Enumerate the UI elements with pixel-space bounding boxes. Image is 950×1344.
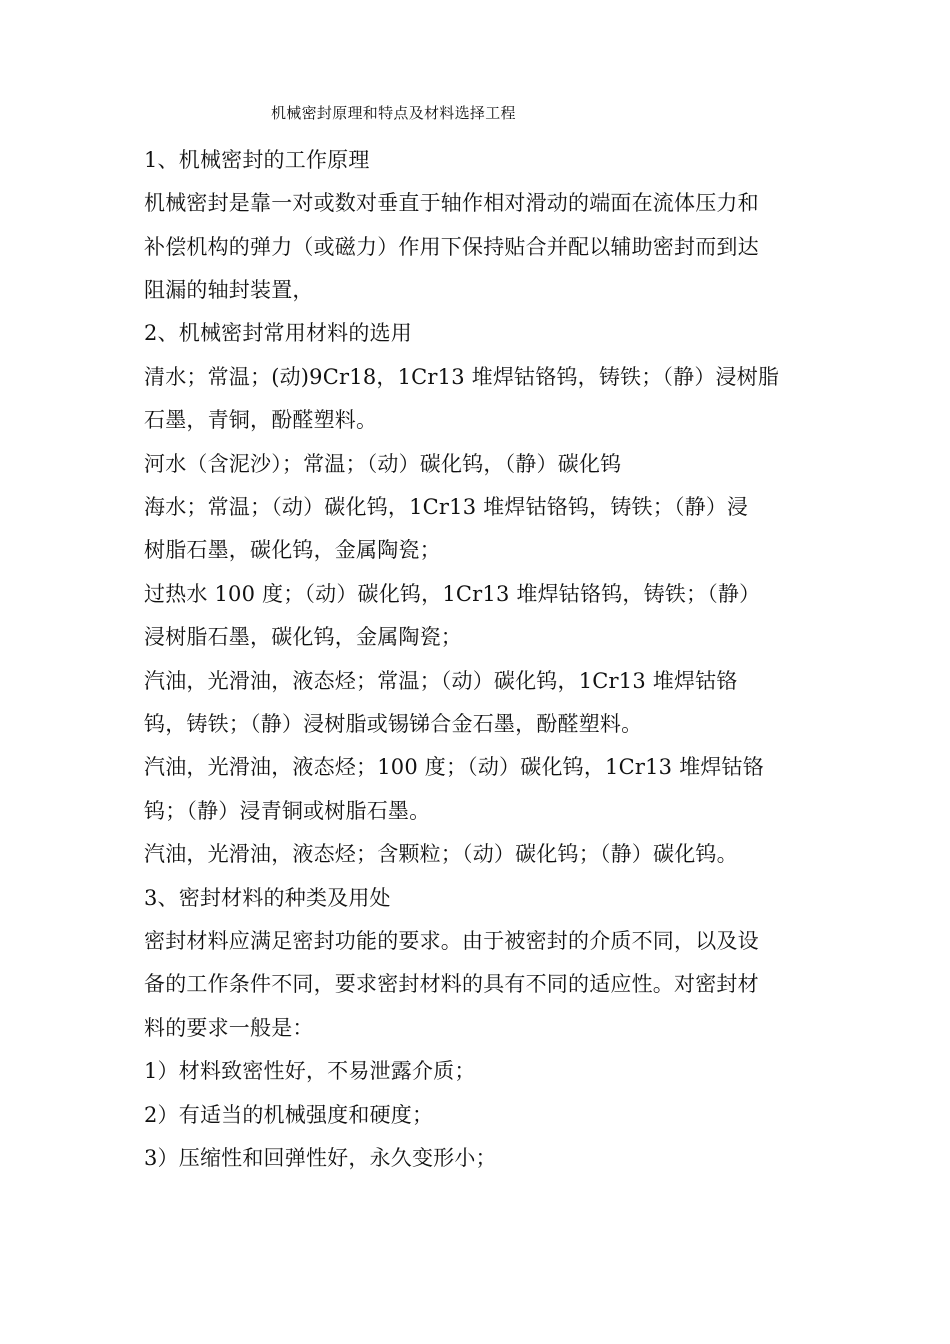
paragraph-line: 机械密封是靠一对或数对垂直于轴作相对滑动的端面在流体压力和	[144, 191, 759, 215]
paragraph-line: 汽油，光滑油，液态烃；含颗粒；（动）碳化钨；（静）碳化钨。	[144, 842, 738, 866]
list-item: 3）压缩性和回弹性好，永久变形小；	[144, 1146, 497, 1170]
paragraph-line: 清水；常温；(动)9Cr18，1Cr13 堆焊钴铬钨，铸铁；（静）浸树脂	[144, 365, 780, 389]
paragraph-line: 汽油，光滑油，液态烃；100 度；（动）碳化钨，1Cr13 堆焊钴铬	[144, 755, 764, 779]
paragraph-line: 树脂石墨，碳化钨，金属陶瓷；	[144, 538, 441, 562]
paragraph-line: 钨；（静）浸青铜或树脂石墨。	[144, 799, 431, 823]
paragraph-line: 备的工作条件不同，要求密封材料的具有不同的适应性。对密封材	[144, 972, 759, 996]
section-heading-1: 1、机械密封的工作原理	[144, 148, 370, 172]
list-item: 1）材料致密性好，不易泄露介质；	[144, 1059, 476, 1083]
paragraph-line: 石墨，青铜，酚醛塑料。	[144, 408, 378, 432]
paragraph-line: 河水（含泥沙）；常温；（动）碳化钨，（静）碳化钨	[144, 452, 622, 476]
paragraph-line: 汽油，光滑油，液态烃；常温；（动）碳化钨，1Cr13 堆焊钴铬	[144, 669, 738, 693]
paragraph-line: 钨，铸铁；（静）浸树脂或锡锑合金石墨，酚醛塑料。	[144, 712, 643, 736]
paragraph-line: 浸树脂石墨，碳化钨，金属陶瓷；	[144, 625, 462, 649]
paragraph-line: 过热水 100 度；（动）碳化钨，1Cr13 堆焊钴铬钨，铸铁；（静）	[144, 582, 761, 606]
section-heading-3: 3、密封材料的种类及用处	[144, 886, 391, 910]
paragraph-line: 密封材料应满足密封功能的要求。由于被密封的介质不同，以及设	[144, 929, 759, 953]
section-heading-2: 2、机械密封常用材料的选用	[144, 321, 412, 345]
paragraph-line: 补偿机构的弹力（或磁力）作用下保持贴合并配以辅助密封而到达	[144, 235, 759, 259]
paragraph-line: 阻漏的轴封装置，	[144, 278, 314, 302]
document-title: 机械密封原理和特点及材料选择工程	[271, 104, 516, 122]
paragraph-line: 海水；常温；（动）碳化钨，1Cr13 堆焊钴铬钨，铸铁；（静）浸	[144, 495, 749, 519]
list-item: 2）有适当的机械强度和硬度；	[144, 1103, 434, 1127]
paragraph-line: 料的要求一般是：	[144, 1016, 314, 1040]
